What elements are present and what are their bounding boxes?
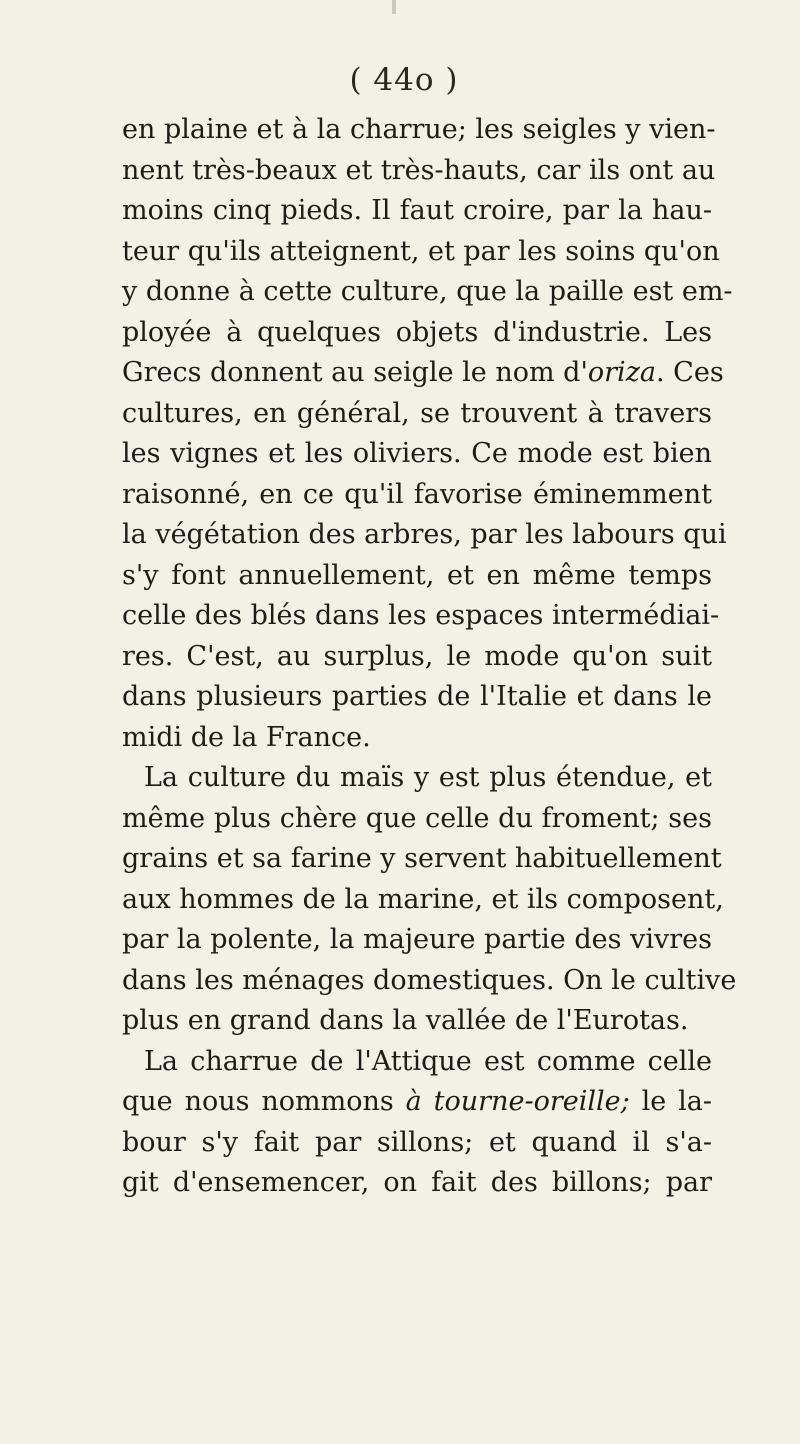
text-line: celle des blés dans les espaces intermédiai-: [122, 600, 720, 631]
text-line: en plaine et à la charrue; les seigles y vien-: [122, 114, 716, 145]
italic-term: à tourne-oreille;: [405, 1086, 630, 1117]
text-line: la végétation des arbres, par les labours qui: [122, 519, 727, 550]
text-line: grains et sa farine y servent habituellement: [122, 843, 722, 874]
text-line: La culture du maïs y est plus étendue, et: [144, 762, 712, 793]
text-line: moins cinq pieds. Il faut croire, par la hau-: [122, 195, 712, 226]
text-line: les vignes et les oliviers. Ce mode est bien: [122, 438, 712, 469]
text-line: que nous nommons à tourne-oreille; le la-: [122, 1086, 712, 1117]
text-line: git d'ensemencer, on fait des billons; par: [122, 1167, 712, 1198]
text-line: midi de la France.: [122, 721, 371, 753]
page-mark: [392, 0, 396, 14]
text-line: bour s'y fait par sillons; et quand il s'a-: [122, 1126, 712, 1158]
text-line: dans les ménages domestiques. On le cultive: [122, 964, 737, 996]
italic-term: oriza: [587, 357, 657, 388]
body-text: [122, 110, 737, 1204]
text-line: dans plusieurs parties de l'Italie et dans le: [122, 681, 712, 712]
page-number: ( 44o ): [349, 62, 459, 98]
text-line: aux hommes de la marine, et ils composent,: [122, 883, 724, 915]
text-line: La charrue de l'Attique est comme celle: [144, 1045, 712, 1077]
text-line: plus en grand dans la vallée de l'Eurotas.: [122, 1005, 689, 1036]
text-line: cultures, en général, se trouvent à travers: [122, 397, 712, 429]
text-line: teur qu'ils atteignent, et par les soins qu'on: [122, 235, 720, 267]
text-line: res. C'est, au surplus, le mode qu'on suit: [122, 640, 712, 672]
text-line: y donne à cette culture, que la paille est em-: [122, 276, 733, 307]
text-line: raisonné, en ce qu'il favorise éminemment: [122, 478, 712, 510]
text-line: Grecs donnent au seigle le nom d'oriza. Ces: [122, 357, 724, 388]
text-line: s'y font annuellement, et en même temps: [122, 559, 712, 591]
text-line: même plus chère que celle du froment; ses: [122, 802, 712, 834]
text-line: par la polente, la majeure partie des vivres: [122, 924, 712, 955]
text-line: nent très-beaux et très-hauts, car ils ont au: [122, 154, 716, 186]
text-line: ployée à quelques objets d'industrie. Les: [122, 316, 712, 348]
